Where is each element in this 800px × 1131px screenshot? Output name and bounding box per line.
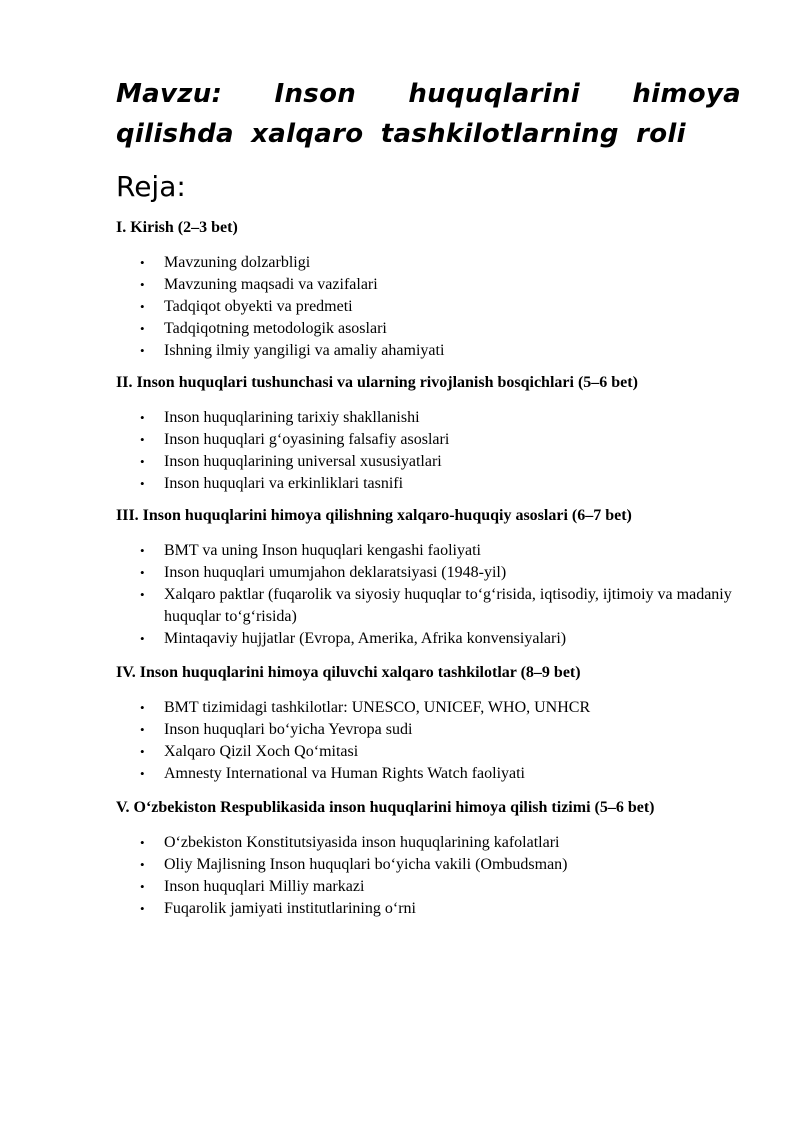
list-item-text: Mavzuning dolzarbligi: [164, 254, 311, 271]
list-item-text: Inson huquqlarining universal xususiyatlari: [164, 453, 442, 470]
list-item: [116, 562, 741, 584]
bullet-icon: •: [140, 277, 145, 292]
list-item-text: Tadqiqotning metodologik asoslari: [164, 320, 387, 337]
bullet-icon: •: [140, 722, 145, 737]
bullet-icon: •: [140, 587, 145, 602]
bullet-icon: •: [140, 879, 145, 894]
list-item: [116, 832, 741, 854]
list-item: [116, 451, 741, 473]
list-item-text: O‘zbekiston Konstitutsiyasida inson huquqlarining kafolatlari: [164, 834, 560, 851]
list-item-text: Amnesty International va Human Rights Watch faoliyati: [164, 765, 525, 782]
list-item: [116, 741, 741, 763]
list-item-text: Inson huquqlari bo‘yicha Yevropa sudi: [164, 721, 413, 738]
list-item-text: Fuqarolik jamiyati institutlarining o‘rni: [164, 900, 416, 917]
list-item-text: BMT va uning Inson huquqlari kengashi faoliyati: [164, 542, 481, 559]
bullet-icon: •: [140, 476, 145, 491]
bullet-icon: •: [140, 631, 145, 646]
section-1: [116, 218, 741, 362]
list-item-text: Inson huquqlari va erkinliklari tasnifi: [164, 475, 404, 492]
list-item-text: Inson huquqlari Milliy markazi: [164, 878, 365, 895]
bullet-icon: •: [140, 321, 145, 336]
bullet-icon: •: [140, 700, 145, 715]
list-item: [116, 697, 741, 719]
plan-heading: Reja:: [116, 170, 186, 203]
list-item: [116, 763, 741, 785]
list-item-text: Inson huquqlari g‘oyasining falsafiy asoslari: [164, 431, 450, 448]
bullet-icon: •: [140, 565, 145, 580]
list-item-text: Inson huquqlarining tarixiy shakllanishi: [164, 409, 420, 426]
list-item: [116, 876, 741, 898]
list-item-text: Inson huquqlari umumjahon deklaratsiyasi (1948-yil): [164, 564, 507, 581]
bullet-icon: •: [140, 766, 145, 781]
section-item-list: [116, 540, 741, 650]
bullet-icon: •: [140, 901, 145, 916]
list-item: [116, 252, 741, 274]
list-item-text: Xalqaro Qizil Xoch Qo‘mitasi: [164, 743, 359, 760]
section-heading: IV. Inson huquqlarini himoya qiluvchi xalqaro tashkilotlar (8–9 bet): [116, 664, 581, 681]
list-item: [116, 274, 741, 296]
list-item: [116, 296, 741, 318]
list-item: [116, 318, 741, 340]
bullet-icon: •: [140, 343, 145, 358]
list-item-text: Xalqaro paktlar (fuqarolik va siyosiy huquqlar to‘g‘risida, iqtisodiy, ijtimoiy va madaniy huquqlar to‘g‘risida): [164, 586, 732, 625]
section-heading: V. O‘zbekiston Respublikasida inson huquqlarini himoya qilish tizimi (5–6 bet): [116, 799, 655, 816]
section-heading: I. Kirish (2–3 bet): [116, 219, 238, 236]
bullet-icon: •: [140, 857, 145, 872]
bullet-icon: •: [140, 454, 145, 469]
section-item-list: [116, 407, 741, 495]
bullet-icon: •: [140, 410, 145, 425]
section-item-list: [116, 832, 741, 920]
section-3: [116, 506, 741, 650]
list-item: [116, 854, 741, 876]
list-item: [116, 407, 741, 429]
document-page: [116, 74, 741, 920]
bullet-icon: •: [140, 543, 145, 558]
list-item: [116, 584, 741, 628]
list-item: [116, 628, 741, 650]
bullet-icon: •: [140, 255, 145, 270]
list-item-text: Mintaqaviy hujjatlar (Evropa, Amerika, Afrika konvensiyalari): [164, 630, 567, 647]
list-item: [116, 898, 741, 920]
list-item: [116, 340, 741, 362]
list-item-text: Oliy Majlisning Inson huquqlari bo‘yicha vakili (Ombudsman): [164, 856, 568, 873]
list-item: [116, 719, 741, 741]
section-heading: II. Inson huquqlari tushunchasi va ularning rivojlanish bosqichlari (5–6 bet): [116, 374, 638, 391]
bullet-icon: •: [140, 744, 145, 759]
section-2: [116, 373, 741, 495]
section-item-list: [116, 697, 741, 785]
list-item-text: BMT tizimidagi tashkilotlar: UNESCO, UNICEF, WHO, UNHCR: [164, 699, 591, 716]
section-heading: III. Inson huquqlarini himoya qilishning xalqaro-huquqiy asoslari (6–7 bet): [116, 507, 632, 524]
bullet-icon: •: [140, 299, 145, 314]
list-item-text: Tadqiqot obyekti va predmeti: [164, 298, 353, 315]
document-title: Mavzu: Inson huquqlarini himoya qilishda xalqaro tashkilotlarning roli: [116, 79, 741, 149]
list-item: [116, 540, 741, 562]
list-item-text: Ishning ilmiy yangiligi va amaliy ahamiyati: [164, 342, 445, 359]
list-item: [116, 429, 741, 451]
bullet-icon: •: [140, 432, 145, 447]
section-4: [116, 663, 741, 785]
bullet-icon: •: [140, 835, 145, 850]
list-item: [116, 473, 741, 495]
section-5: [116, 798, 741, 920]
section-item-list: [116, 252, 741, 362]
list-item-text: Mavzuning maqsadi va vazifalari: [164, 276, 378, 293]
